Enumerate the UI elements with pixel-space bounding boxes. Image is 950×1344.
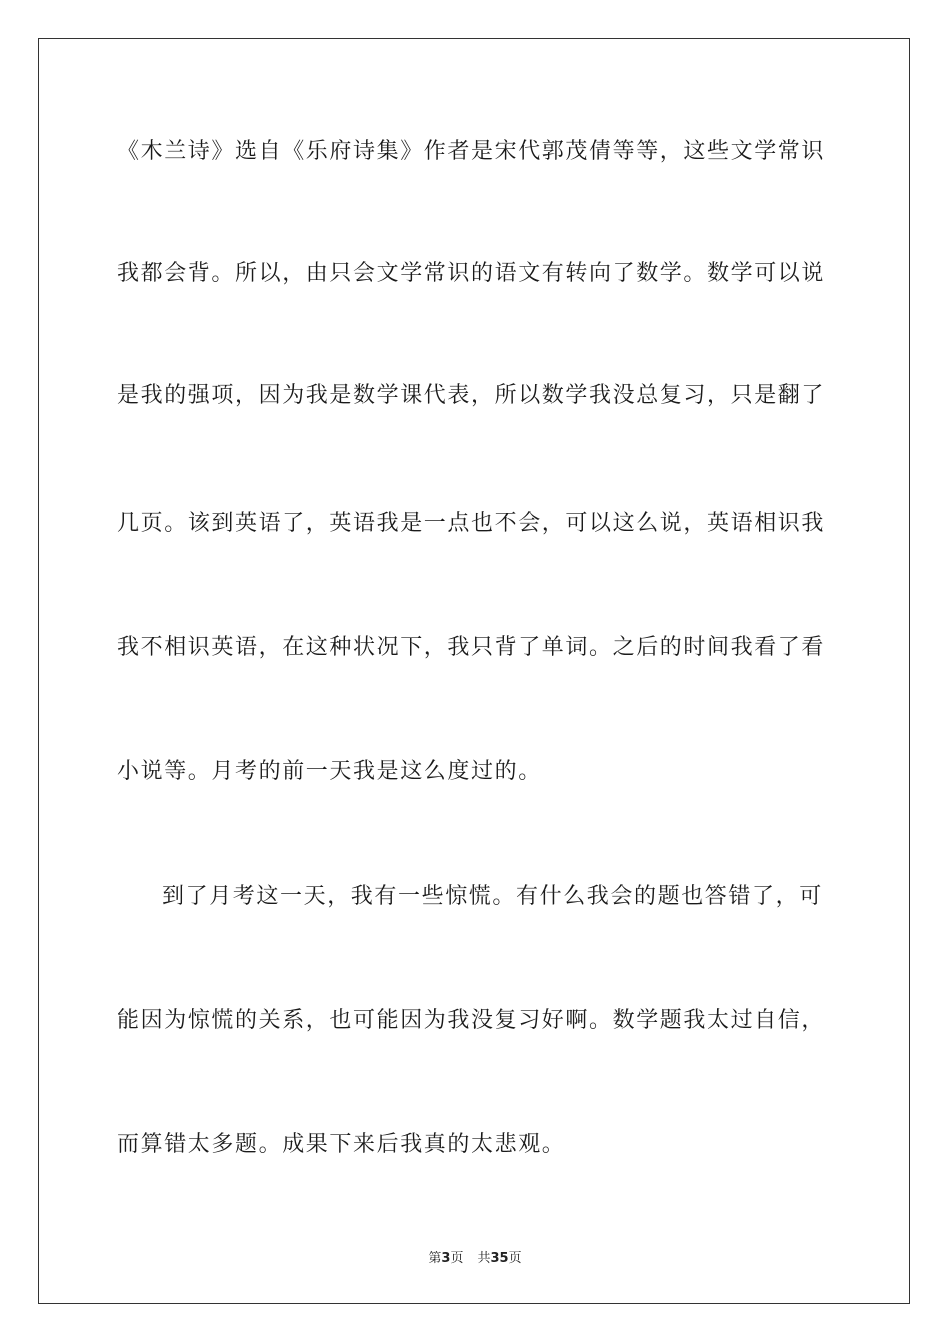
paragraph-line: 《木兰诗》选自《乐府诗集》作者是宋代郭茂倩等等，这些文学常识 <box>117 139 826 164</box>
page-prefix: 第 <box>428 1251 442 1266</box>
page-border <box>38 38 910 1304</box>
paragraph-line: 到了月考这一天，我有一些惊慌。有什么我会的题也答错了，可 <box>162 884 823 909</box>
page-footer <box>0 1247 950 1266</box>
page-total: 35 <box>490 1251 509 1266</box>
total-suffix: 页 <box>508 1251 522 1266</box>
page-current: 3 <box>441 1251 451 1266</box>
paragraph-line: 几页。该到英语了，英语我是一点也不会，可以这么说，英语相识我 <box>117 511 826 536</box>
paragraph-line: 我都会背。所以，由只会文学常识的语文有转向了数学。数学可以说 <box>117 261 826 286</box>
paragraph-line: 我不相识英语，在这种状况下，我只背了单词。之后的时间我看了看 <box>117 635 826 660</box>
paragraph-line: 是我的强项，因为我是数学课代表，所以数学我没总复习，只是翻了 <box>117 383 826 408</box>
paragraph-line: 小说等。月考的前一天我是这么度过的。 <box>117 759 542 784</box>
paragraph-line: 而算错太多题。成果下来后我真的太悲观。 <box>117 1132 566 1157</box>
paragraph-line: 能因为惊慌的关系，也可能因为我没复习好啊。数学题我太过自信， <box>117 1008 826 1033</box>
page-suffix: 页 <box>450 1251 464 1266</box>
total-prefix: 共 <box>477 1251 491 1266</box>
